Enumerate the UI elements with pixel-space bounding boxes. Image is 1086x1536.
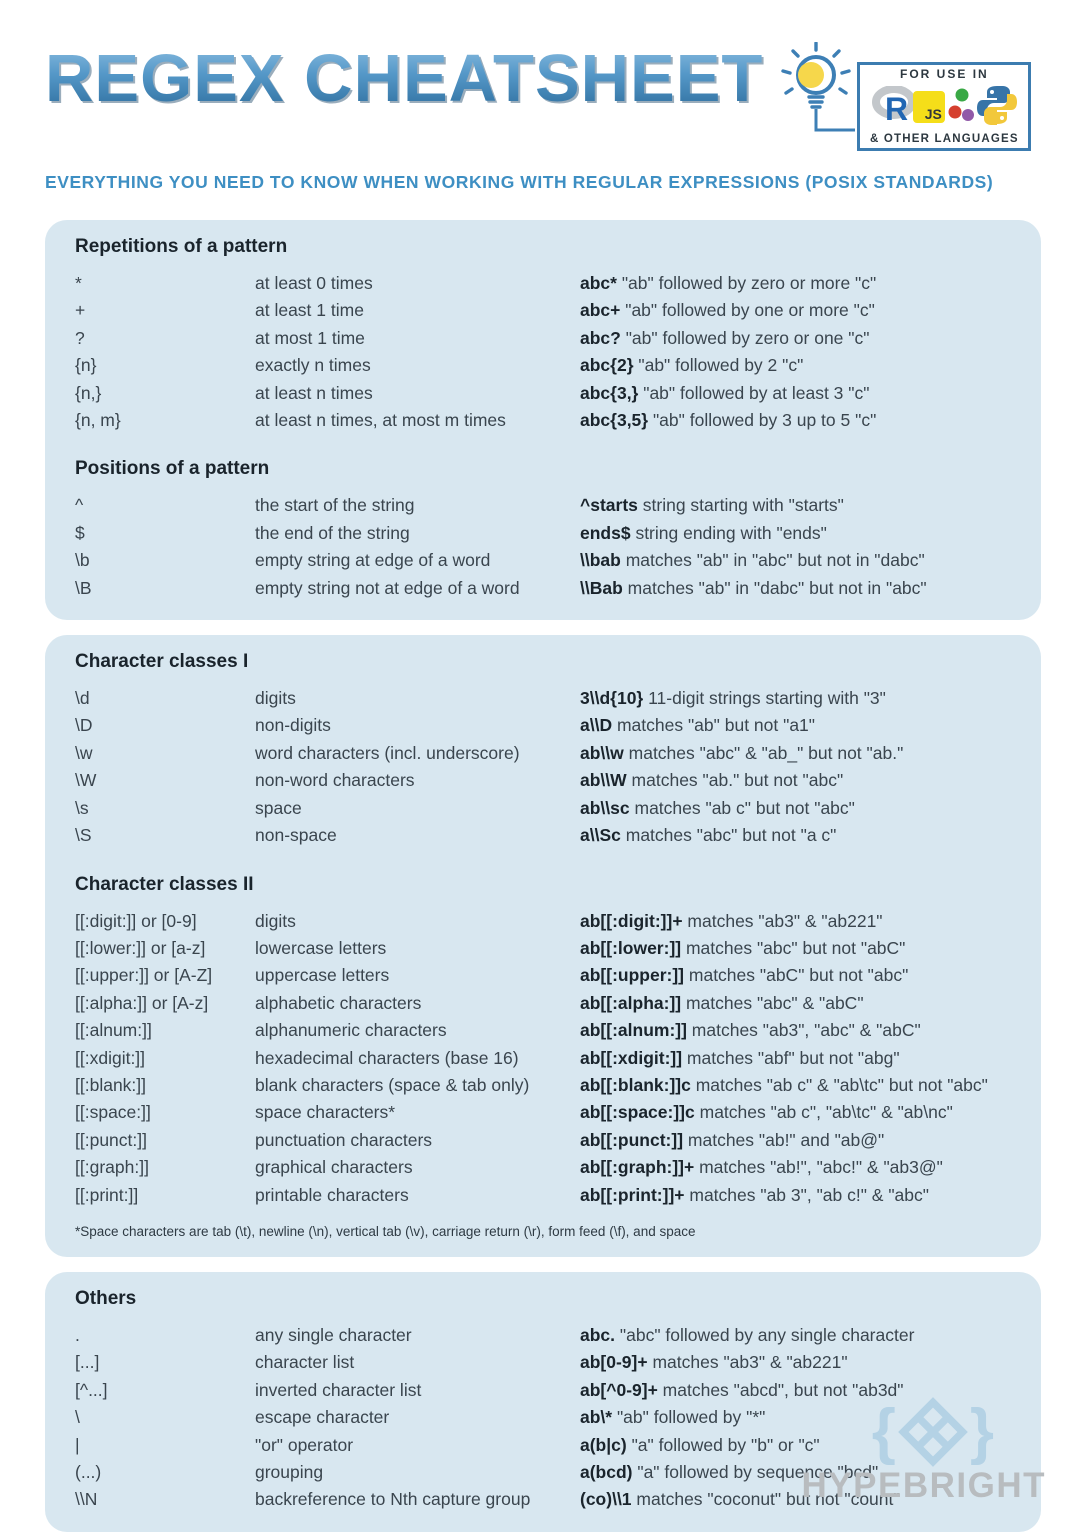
pattern-example: ab[[:graph:]]+ matches "ab!", "abc!" & "ab3@": [580, 1157, 943, 1178]
pattern-description: empty string at edge of a word: [255, 550, 491, 571]
pattern-example-token: ab[[:lower:]]: [580, 937, 682, 958]
pattern-symbol: {n}: [75, 355, 97, 376]
pattern-example: ab\\W matches "ab." but not "abc": [580, 770, 844, 791]
pattern-example: ab\\sc matches "ab c" but not "abc": [580, 797, 855, 818]
pattern-example: a(b|c) "a" followed by "b" or "c": [580, 1434, 820, 1455]
pattern-symbol: [[:print:]]: [75, 1184, 139, 1205]
section-heading: Character classes I: [75, 651, 249, 673]
pattern-description: space characters*: [255, 1102, 396, 1123]
pattern-example-token: ab[[:blank:]]c: [580, 1074, 691, 1095]
pattern-example: abc{3,} "ab" followed by at least 3 "c": [580, 382, 870, 403]
pattern-symbol: {n, m}: [75, 410, 121, 431]
card-others: [45, 1272, 1041, 1532]
pattern-example-token: 3\\d{10}: [580, 688, 644, 709]
pattern-example: ab[[:punct:]] matches "ab!" and "ab@": [580, 1129, 885, 1150]
pattern-example-token: ends$: [580, 522, 631, 543]
footnote: *Space characters are tab (\t), newline (\n), vertical tab (\v), carriage return (\r), form feed (\f), and space: [75, 1223, 696, 1239]
pattern-description: at least n times: [255, 382, 373, 403]
pattern-description: space: [255, 797, 302, 818]
pattern-symbol: ^: [75, 495, 84, 516]
pattern-rows: [75, 270, 1011, 434]
pattern-example: ab[^0-9]+ matches "abcd", but not "ab3d": [580, 1379, 904, 1400]
pattern-symbol: \s: [75, 797, 89, 818]
pattern-symbol: [[:punct:]]: [75, 1129, 147, 1150]
pattern-example: abc+ "ab" followed by one or more "c": [580, 300, 875, 321]
pattern-example: ab\* "ab" followed by "*": [580, 1407, 766, 1428]
pattern-example-token: abc{3,5}: [580, 410, 649, 431]
pattern-description: the end of the string: [255, 522, 410, 543]
pattern-symbol: +: [75, 300, 86, 321]
card-character-classes: [45, 635, 1041, 1257]
pattern-symbol: [[:alpha:]] or [A-z]: [75, 992, 209, 1013]
pattern-description: alphanumeric characters: [255, 1020, 447, 1041]
pattern-description: word characters (incl. underscore): [255, 742, 520, 763]
pattern-description: at least 0 times: [255, 273, 373, 293]
pattern-symbol: [[:xdigit:]]: [75, 1047, 146, 1068]
pattern-description: digits: [255, 910, 296, 931]
pattern-symbol: .: [75, 1324, 80, 1345]
pattern-symbol: ?: [75, 327, 85, 348]
pattern-description: non-word characters: [255, 770, 415, 791]
pattern-example: ab[[:blank:]]c matches "ab c" & "ab\tc" but not "abc": [580, 1074, 988, 1095]
pattern-example-token: ab[[:digit:]]+: [580, 910, 683, 931]
badge-top-label: FOR USE IN: [900, 67, 989, 81]
pattern-rows: [75, 685, 1011, 849]
pattern-description: at most 1 time: [255, 327, 365, 348]
pattern-example-token: a(b|c): [580, 1434, 627, 1455]
svg-text:R: R: [884, 90, 908, 124]
pattern-description: exactly n times: [255, 355, 371, 376]
pattern-example-token: (co)\\1: [580, 1489, 632, 1510]
pattern-example: ab[[:alpha:]] matches "abc" & "abC": [580, 992, 864, 1013]
pattern-example: \\bab matches "ab" in "abc" but not in "dabc": [580, 550, 925, 571]
pattern-example-token: abc{3,}: [580, 382, 639, 403]
section-heading: Repetitions of a pattern: [75, 236, 288, 257]
pattern-example-token: \\bab: [580, 550, 621, 571]
pattern-example: a\\Sc matches "abc" but not "a c": [580, 825, 837, 846]
pattern-description: printable characters: [255, 1184, 409, 1205]
page-title: REGEX CHEATSHEET: [45, 41, 764, 116]
pattern-example: abc. "abc" followed by any single character: [580, 1324, 915, 1345]
pattern-description: inverted character list: [255, 1379, 422, 1400]
pattern-description: at least 1 time: [255, 300, 364, 321]
header: [45, 41, 1041, 151]
pattern-description: the start of the string: [255, 495, 415, 516]
pattern-example: abc{3,5} "ab" followed by 3 up to 5 "c": [580, 410, 877, 431]
pattern-description: hexadecimal characters (base 16): [255, 1047, 519, 1068]
pattern-example-token: ab\*: [580, 1407, 613, 1428]
pattern-description: lowercase letters: [255, 937, 387, 958]
pattern-example: ab[[:xdigit:]] matches "abf" but not "abg": [580, 1047, 900, 1068]
pattern-example: 3\\d{10} 11-digit strings starting with "3": [580, 688, 886, 709]
languages-badge: [857, 62, 1031, 151]
subtitle: EVERYTHING YOU NEED TO KNOW WHEN WORKING WITH REGULAR EXPRESSIONS (POSIX STANDARDS): [45, 172, 994, 192]
pattern-symbol: |: [75, 1434, 80, 1455]
hypebright-logo-icon: { }: [871, 1397, 994, 1466]
pattern-example-token: a(bcd): [580, 1462, 633, 1482]
pattern-description: non-digits: [255, 715, 331, 736]
pattern-symbol: \B: [75, 577, 92, 598]
card-repetitions-positions: [45, 220, 1041, 620]
pattern-example-token: ab[[:space:]]c: [580, 1102, 695, 1123]
pattern-example: abc* "ab" followed by zero or more "c": [580, 273, 877, 293]
pattern-symbol: *: [75, 273, 82, 293]
pattern-example-token: abc*: [580, 273, 617, 293]
pattern-symbol: \: [75, 1407, 80, 1428]
pattern-example: a(bcd) "a" followed by sequence "bcd": [580, 1462, 879, 1482]
pattern-description: grouping: [255, 1462, 324, 1482]
pattern-example: abc? "ab" followed by zero or one "c": [580, 327, 870, 348]
pattern-description: non-space: [255, 825, 337, 846]
pattern-symbol: [[:graph:]]: [75, 1157, 149, 1178]
pattern-example-token: ab\\sc: [580, 797, 630, 818]
lightbulb-icon: [777, 42, 855, 143]
pattern-example-token: ab[^0-9]+: [580, 1379, 658, 1400]
pattern-description: at least n times, at most m times: [255, 410, 506, 431]
pattern-description: graphical characters: [255, 1157, 413, 1178]
pattern-description: punctuation characters: [255, 1129, 433, 1150]
pattern-symbol: [[:digit:]] or [0-9]: [75, 910, 197, 931]
pattern-example: ab[[:lower:]] matches "abc" but not "abC": [580, 937, 906, 958]
pattern-symbol: [[:lower:]] or [a-z]: [75, 937, 206, 958]
pattern-example-token: ab[[:alpha:]]: [580, 992, 682, 1013]
pattern-example-token: a\\Sc: [580, 825, 621, 846]
pattern-example-token: ab[0-9]+: [580, 1352, 648, 1373]
pattern-example: ab\\w matches "abc" & "ab_" but not "ab.": [580, 742, 904, 763]
section-heading: Positions of a pattern: [75, 458, 270, 480]
badge-logos: [872, 82, 1017, 132]
pattern-example-token: ab[[:upper:]]: [580, 965, 685, 986]
pattern-symbol: [[:upper:]] or [A-Z]: [75, 965, 213, 986]
pattern-symbol: {n,}: [75, 382, 102, 403]
pattern-symbol: [[:blank:]]: [75, 1074, 147, 1095]
pattern-example: ab[[:digit:]]+ matches "ab3" & "ab221": [580, 910, 883, 931]
pattern-example-token: abc+: [580, 300, 621, 321]
pattern-symbol: \d: [75, 688, 90, 709]
pattern-symbol: \b: [75, 550, 90, 571]
hypebright-brand-text: HYPEBRIGHT: [801, 1466, 1046, 1505]
pattern-description: "or" operator: [255, 1434, 354, 1455]
pattern-example-token: abc{2}: [580, 355, 634, 376]
dots-icon: [948, 86, 974, 129]
pattern-example-token: a\\D: [580, 715, 613, 736]
pattern-description: digits: [255, 688, 296, 709]
pattern-example: ends$ string ending with "ends": [580, 522, 827, 543]
pattern-description: escape character: [255, 1407, 390, 1428]
pattern-description: blank characters (space & tab only): [255, 1074, 530, 1095]
pattern-symbol: (...): [75, 1462, 102, 1482]
pattern-symbol: [...]: [75, 1352, 100, 1373]
python-logo: [977, 85, 1017, 130]
pattern-rows: [75, 908, 1011, 1209]
pattern-symbol: [[:space:]]: [75, 1102, 151, 1123]
pattern-example-token: abc.: [580, 1324, 616, 1345]
pattern-example-token: ab[[:punct:]]: [580, 1129, 684, 1150]
pattern-example-token: ab\\w: [580, 742, 624, 763]
pattern-example: ab[0-9]+ matches "ab3" & "ab221": [580, 1352, 848, 1373]
badge-bottom-label: & OTHER LANGUAGES: [869, 133, 1019, 145]
pattern-rows: [75, 492, 1011, 602]
pattern-rows: [75, 1322, 1011, 1514]
pattern-example-token: ab\\W: [580, 770, 627, 791]
pattern-example-token: ab[[:xdigit:]]: [580, 1047, 683, 1068]
pattern-example-token: ab[[:graph:]]+: [580, 1157, 695, 1178]
pattern-symbol: \\N: [75, 1489, 98, 1510]
pattern-example: ab[[:print:]]+ matches "ab 3", "ab c!" & "abc": [580, 1184, 929, 1205]
pattern-example: ab[[:upper:]] matches "abC" but not "abc": [580, 965, 909, 986]
pattern-symbol: $: [75, 522, 85, 543]
pattern-example: (co)\\1 matches "coconut" but not "count": [580, 1489, 900, 1510]
pattern-description: empty string not at edge of a word: [255, 577, 520, 598]
section-heading: Others: [75, 1287, 137, 1309]
pattern-example: ab[[:space:]]c matches "ab c", "ab\tc" & "ab\nc": [580, 1102, 953, 1123]
pattern-example: ^starts string starting with "starts": [580, 495, 844, 516]
pattern-example-token: ab[[:alnum:]]: [580, 1020, 687, 1041]
pattern-symbol: [^...]: [75, 1379, 108, 1400]
pattern-description: character list: [255, 1352, 355, 1373]
pattern-example: abc{2} "ab" followed by 2 "c": [580, 355, 804, 376]
pattern-example: ab[[:alnum:]] matches "ab3", "abc" & "abC": [580, 1020, 921, 1041]
pattern-example: \\Bab matches "ab" in "dabc" but not in "abc": [580, 577, 927, 598]
pattern-example: a\\D matches "ab" but not "a1": [580, 715, 815, 736]
pattern-symbol: \W: [75, 770, 97, 791]
pattern-description: alphabetic characters: [255, 992, 422, 1013]
cheatsheet-body: [45, 220, 1041, 1532]
pattern-example-token: \\Bab: [580, 577, 623, 598]
pattern-example-token: ab[[:print:]]+: [580, 1184, 685, 1205]
pattern-description: backreference to Nth capture group: [255, 1489, 531, 1510]
pattern-description: uppercase letters: [255, 965, 390, 986]
pattern-symbol: [[:alnum:]]: [75, 1020, 152, 1041]
pattern-example-token: ^starts: [580, 495, 638, 516]
pattern-description: any single character: [255, 1324, 412, 1345]
pattern-symbol: \w: [75, 742, 93, 763]
pattern-symbol: \D: [75, 715, 93, 736]
pattern-example-token: abc?: [580, 327, 621, 348]
section-heading: Character classes II: [75, 873, 254, 895]
pattern-symbol: \S: [75, 825, 92, 846]
js-logo: JS: [913, 91, 945, 123]
